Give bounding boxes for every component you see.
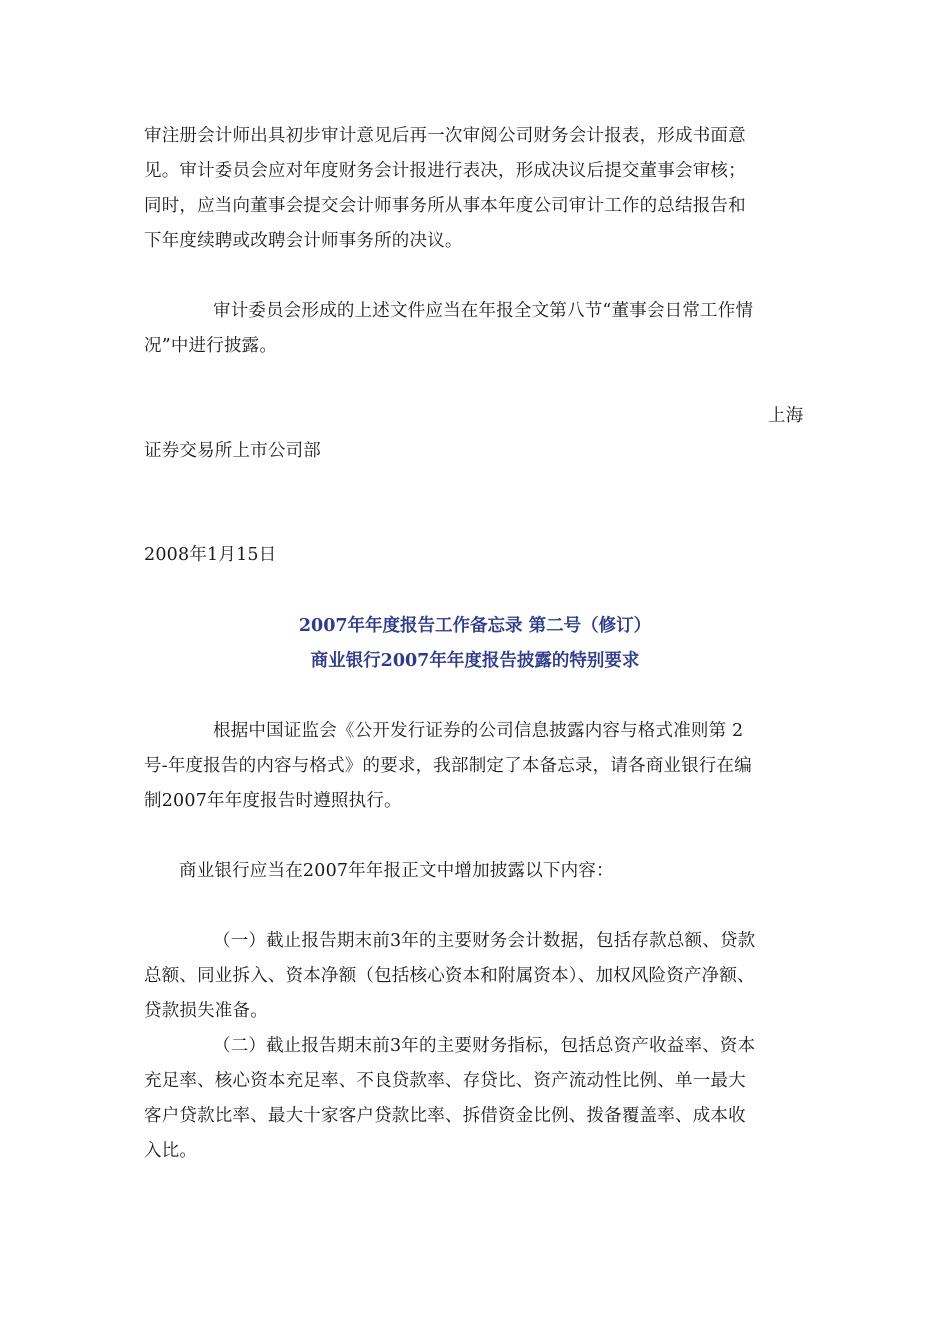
list-item-line: 总额、同业拆入、资本净额（包括核心资本和附属资本）、加权风险资产净额、 — [144, 966, 755, 986]
list-item-line: （一）截止报告期末前3年的主要财务会计数据，包括存款总额、贷款 — [213, 931, 756, 951]
date-line: 2008年1月15日 — [144, 545, 277, 565]
paragraph-line: 同时，应当向董事会提交会计师事务所从事本年度公司审计工作的总结报告和 — [144, 196, 746, 216]
list-item-line: （二）截止报告期末前3年的主要财务指标，包括总资产收益率、资本 — [213, 1036, 756, 1056]
paragraph-line: 号-年度报告的内容与格式》的要求，我部制定了本备忘录，请各商业银行在编 — [144, 756, 752, 776]
list-item-line: 充足率、核心资本充足率、不良贷款率、存贷比、资产流动性比例、单一最大 — [144, 1071, 746, 1091]
list-item-line: 客户贷款比率、最大十家客户贷款比率、拆借资金比例、拨备覆盖率、成本收 — [144, 1106, 746, 1126]
paragraph-line: 审注册会计师出具初步审计意见后再一次审阅公司财务会计报表，形成书面意 — [144, 126, 746, 146]
list-item-line: 贷款损失准备。 — [144, 1001, 268, 1021]
memo-subtitle: 商业银行2007年年度报告披露的特别要求 — [310, 651, 640, 671]
signature-line: 证券交易所上市公司部 — [144, 441, 321, 461]
paragraph-line: 况”中进行披露。 — [144, 336, 278, 356]
memo-title: 2007年年度报告工作备忘录 第二号（修订） — [298, 616, 652, 636]
paragraph-line: 下年度续聘或改聘会计师事务所的决议。 — [144, 231, 463, 251]
paragraph-line: 商业银行应当在2007年年报正文中增加披露以下内容： — [179, 861, 614, 881]
list-item-line: 入比。 — [144, 1141, 198, 1161]
paragraph-line: 见。审计委员会应对年度财务会计报进行表决，形成决议后提交董事会审核； — [144, 161, 746, 181]
paragraph-line: 根据中国证监会《公开发行证券的公司信息披露内容与格式准则第 2 — [213, 721, 744, 741]
paragraph-line: 制2007年年度报告时遵照执行。 — [144, 791, 402, 811]
signature-line: 上海 — [768, 406, 804, 426]
paragraph-line: 审计委员会形成的上述文件应当在年报全文第八节“董事会日常工作情 — [213, 301, 754, 321]
